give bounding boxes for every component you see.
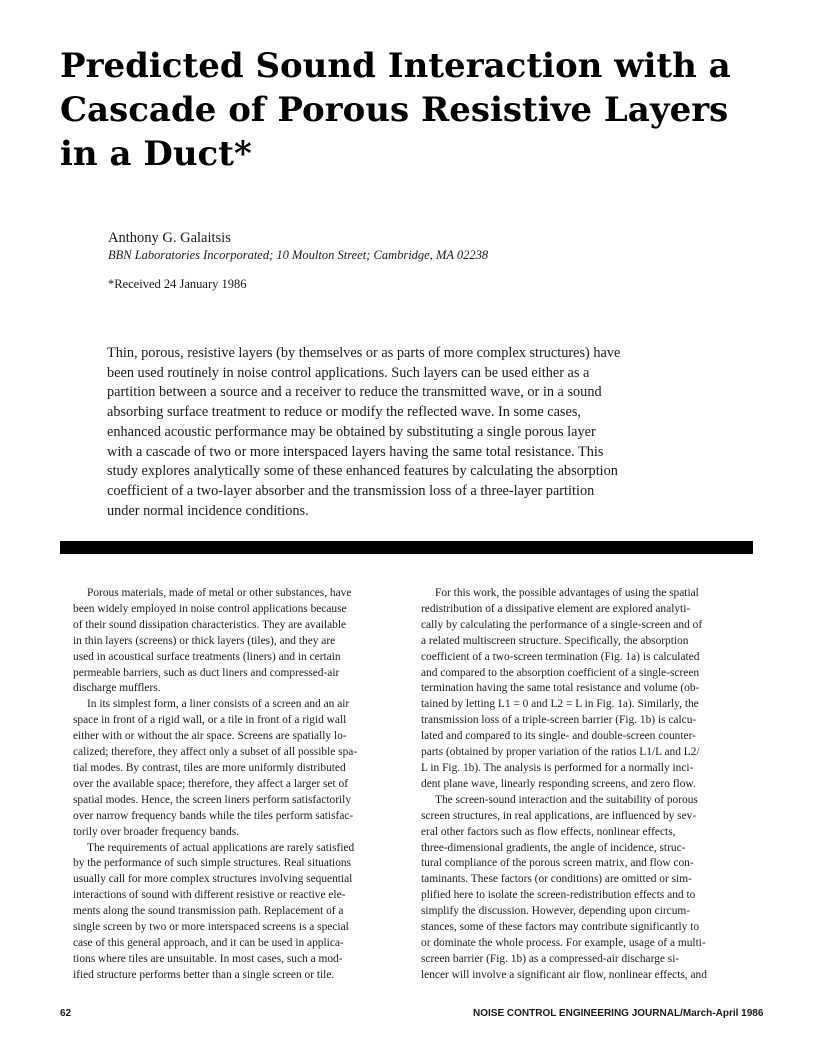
body-line: space in front of a rigid wall, or a tile in front of a rigid wall <box>73 714 347 727</box>
body-line: screen structures, in real applications, are influenced by sev- <box>421 809 697 822</box>
section-divider <box>60 541 753 554</box>
body-line: tions where tiles are unsuitable. In most cases, such a mod- <box>73 952 343 965</box>
body-line: lated and compared to its single- and double-screen counter- <box>421 730 696 743</box>
abstract-line: Thin, porous, resistive layers (by themselves or as parts of more complex structures) have <box>107 345 621 361</box>
body-line: screen barrier (Fig. 1b) as a compressed-air discharge si- <box>421 952 680 965</box>
body-line: lencer will involve a significant air flow, nonlinear effects, and <box>421 968 707 981</box>
title-line: Predicted Sound Interaction with a <box>60 46 731 86</box>
body-line: spatial modes. Hence, the screen liners perform satisfactorily <box>73 793 352 806</box>
abstract-line: study explores analytically some of these enhanced features by calculating the absorption <box>107 463 618 480</box>
body-line: torily over broader frequency bands. <box>73 825 240 838</box>
body-line: either with or without the air space. Screens are spatially lo- <box>73 730 347 743</box>
abstract-line: coefficient of a two-layer absorber and the transmission loss of a three-layer partition <box>107 482 595 499</box>
received-date: *Received 24 January 1986 <box>108 277 247 291</box>
abstract-line: partition between a source and a receiver to reduce the transmitted wave, or in a sound <box>107 384 602 401</box>
author-affiliation: BBN Laboratories Incorporated; 10 Moulton Street; Cambridge, MA 02238 <box>108 248 489 262</box>
body-line: used in acoustical surface treatments (liners) and in certain <box>73 650 341 663</box>
body-line: Porous materials, made of metal or other substances, have <box>87 587 352 599</box>
body-line: calized; therefore, they affect only a subset of all possible spa- <box>73 746 358 759</box>
body-line: tural compliance of the porous screen matrix, and flow con- <box>421 857 694 870</box>
body-line: The requirements of actual applications are rarely satisfied <box>87 841 355 854</box>
author-name: Anthony G. Galaitsis <box>108 230 231 246</box>
body-line: cally by calculating the performance of a single-screen and of <box>421 618 703 631</box>
body-line: tial modes. By contrast, tiles are more uniformly distributed <box>73 761 346 774</box>
byline <box>108 229 788 292</box>
body-line: been widely employed in noise control applications because <box>73 602 347 615</box>
abstract <box>107 344 707 521</box>
body-line: ments along the sound transmission path. Replacement of a <box>73 905 344 918</box>
article-title <box>60 44 780 176</box>
body-line: three-dimensional gradients, the angle of incidence, struc- <box>421 841 686 854</box>
body-line: simplify the discussion. However, depending upon circum- <box>421 905 691 918</box>
abstract-line: with a cascade of two or more interspaced layers having the same total resistance. This <box>107 443 604 460</box>
body-line: a related multiscreen structure. Specifically, the absorption <box>421 634 689 647</box>
body-line: of their sound dissipation characteristics. They are available <box>73 618 347 631</box>
title-line: Cascade of Porous Resistive Layers <box>60 90 729 130</box>
body-line: by the performance of such simple structures. Real situations <box>73 857 352 870</box>
right-column <box>421 586 746 984</box>
page-number: 62 <box>60 1008 72 1019</box>
body-line: single screen by two or more interspaced screens is a special <box>73 921 349 934</box>
body-line: discharge mufflers. <box>73 682 161 695</box>
body-line: over the available space; therefore, they affect a larger set of <box>73 777 349 790</box>
body-line: The screen-sound interaction and the suitability of porous <box>435 793 698 806</box>
body-line: L in Fig. 1b). The analysis is performed for a normally inci- <box>421 761 694 774</box>
body-line: redistribution of a dissipative element are explored analyti- <box>421 602 691 615</box>
journal-footer: NOISE CONTROL ENGINEERING JOURNAL/March-April 1986 <box>473 1008 764 1019</box>
body-line: transmission loss of a triple-screen barrier (Fig. 1b) is calcu- <box>421 714 697 727</box>
body-line: stances, some of these factors may contribute significantly to <box>421 921 700 934</box>
body-line: tained by letting L1 = 0 and L2 = L in Fig. 1a). Similarly, the <box>421 698 699 711</box>
body-line: eral other factors such as flow effects, nonlinear effects, <box>421 825 676 838</box>
body-line: permeable barriers, such as duct liners and compressed-air <box>73 666 340 679</box>
body-line: plified here to isolate the screen-redistribution effects and to <box>421 889 696 902</box>
left-column <box>73 586 398 984</box>
abstract-line: under normal incidence conditions. <box>107 502 309 519</box>
body-line: case of this general approach, and it can be used in applica- <box>73 936 344 949</box>
body-line: usually call for more complex structures involving sequential <box>73 873 353 886</box>
body-line: in thin layers (screens) or thick layers (tiles), and they are <box>73 634 336 647</box>
abstract-line: enhanced acoustic performance may be obtained by substituting a single porous layer <box>107 423 596 440</box>
title-line: in a Duct* <box>60 134 252 174</box>
body-line: dent plane wave, linearly responding screens, and zero flow. <box>421 777 696 790</box>
body-line: interactions of sound with different resistive or reactive ele- <box>73 889 346 902</box>
body-line: termination having the same total resistance and volume (ob- <box>421 682 700 695</box>
body-line: coefficient of a two-screen termination (Fig. 1a) is calculated <box>421 650 700 663</box>
abstract-line: absorbing surface treatment to reduce or modify the reflected wave. In some cases, <box>107 404 581 421</box>
body-line: and compared to the absorption coefficient of a single-screen <box>421 666 700 679</box>
body-line: over narrow frequency bands while the tiles perform satisfac- <box>73 809 354 822</box>
body-line: In its simplest form, a liner consists of a screen and an air <box>87 698 350 711</box>
body-line: parts (obtained by proper variation of the ratios L1/L and L2/ <box>421 746 700 759</box>
body-line: or dominate the whole process. For example, usage of a multi- <box>421 936 706 949</box>
body-line: For this work, the possible advantages of using the spatial <box>435 587 699 599</box>
abstract-line: been used routinely in noise control applications. Such layers can be used either as a <box>107 364 590 381</box>
body-line: ified structure performs better than a single screen or tile. <box>73 968 335 981</box>
body-line: taminants. These factors (or conditions) are omitted or sim- <box>421 873 692 886</box>
